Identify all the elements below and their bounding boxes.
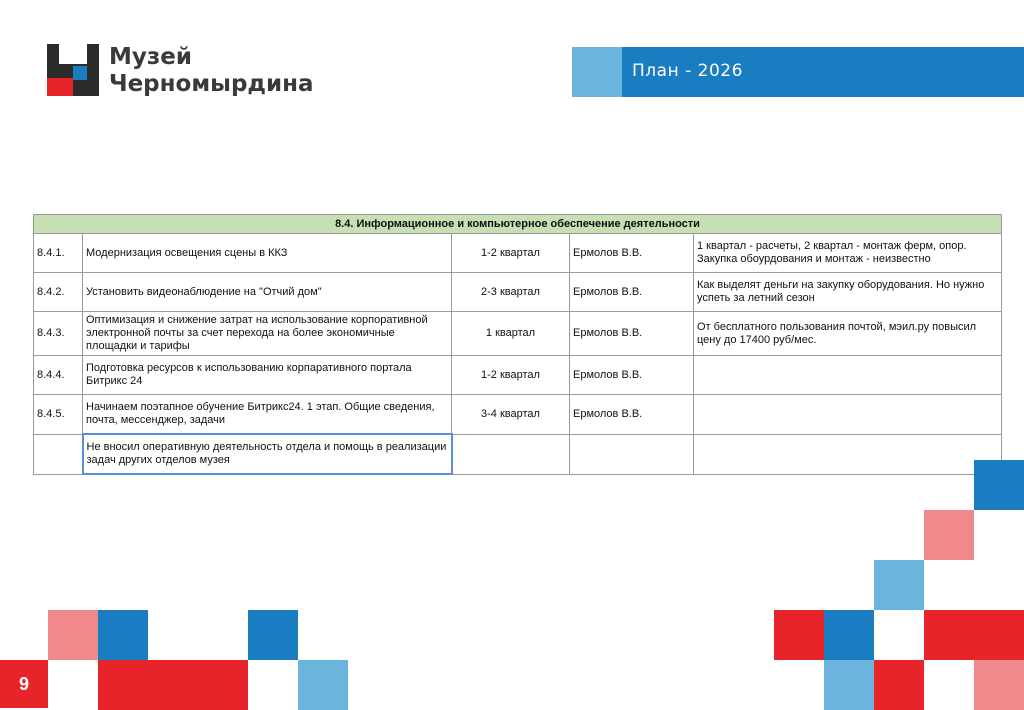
- logo-line-1: Музей: [109, 44, 192, 70]
- row-number: 8.4.1.: [34, 234, 83, 273]
- row-task: Установить видеонаблюдение на "Отчий дом": [83, 273, 452, 312]
- row-person: Ермолов В.В.: [570, 312, 694, 356]
- decor-square: [874, 560, 924, 610]
- table-row: [34, 234, 1002, 273]
- row-period: 1 квартал: [452, 312, 570, 356]
- plan-banner: [572, 47, 1024, 97]
- row-note: [694, 434, 1002, 474]
- decor-square: [924, 610, 1024, 660]
- decor-square: [974, 660, 1024, 710]
- row-task: Подготовка ресурсов к использованию корпаративного портала Битрикс 24: [83, 356, 452, 395]
- decor-square: [824, 660, 874, 710]
- plan-spreadsheet: [33, 214, 1001, 466]
- row-number: [34, 434, 83, 474]
- row-note: [694, 356, 1002, 395]
- banner-accent: [572, 47, 622, 97]
- row-period: 1-2 квартал: [452, 234, 570, 273]
- row-person: Ермолов В.В.: [570, 356, 694, 395]
- table-row: [34, 312, 1002, 356]
- decor-square: [974, 460, 1024, 510]
- row-task: Оптимизация и снижение затрат на использование корпоративной электронной почты за счет перехода на более экономичные площадки и тарифы: [83, 312, 452, 356]
- row-person: Ермолов В.В.: [570, 234, 694, 273]
- table-row: [34, 356, 1002, 395]
- decor-square: [874, 660, 924, 710]
- row-note: От бесплатного пользования почтой, мэил.ру повысил цену до 17400 руб/мес.: [694, 312, 1002, 356]
- row-period: 3-4 квартал: [452, 395, 570, 435]
- page-title: План - 2026: [632, 61, 743, 81]
- row-person: Ермолов В.В.: [570, 273, 694, 312]
- table-row: [34, 273, 1002, 312]
- row-number: 8.4.3.: [34, 312, 83, 356]
- decor-square: [148, 660, 248, 710]
- row-period: 2-3 квартал: [452, 273, 570, 312]
- decor-square: [248, 610, 298, 660]
- table-row: [34, 395, 1002, 435]
- decor-square: [98, 610, 148, 660]
- decor-square: [48, 610, 98, 660]
- row-number: 8.4.4.: [34, 356, 83, 395]
- row-person: [570, 434, 694, 474]
- row-period: [452, 434, 570, 474]
- page-number: 9: [0, 660, 48, 708]
- row-number: 8.4.5.: [34, 395, 83, 435]
- museum-logo-icon: [47, 44, 99, 96]
- section-header-row: [34, 215, 1002, 234]
- decor-square: [298, 660, 348, 710]
- table-row: [34, 434, 1002, 474]
- row-period: 1-2 квартал: [452, 356, 570, 395]
- decor-square: [774, 610, 824, 660]
- decor-square: [824, 610, 874, 660]
- plan-table: [33, 214, 1002, 475]
- museum-logo: [47, 44, 337, 104]
- row-note: 1 квартал - расчеты, 2 квартал - монтаж ферм, опор. Закупка обоурдования и монтаж - неизвестно: [694, 234, 1002, 273]
- decor-square: [924, 510, 974, 560]
- row-task: Начинаем поэтапное обучение Битрикс24. 1 этап. Общие сведения, почта, мессенджер, задачи: [83, 395, 452, 435]
- row-person: Ермолов В.В.: [570, 395, 694, 435]
- row-number: 8.4.2.: [34, 273, 83, 312]
- logo-line-2: Черномырдина: [109, 71, 314, 97]
- row-note: [694, 395, 1002, 435]
- section-title: 8.4. Информационное и компьютерное обеспечение деятельности: [34, 215, 1002, 234]
- row-note: Как выделят деньги на закупку оборудования. Но нужно успеть за летний сезон: [694, 273, 1002, 312]
- decor-square: [98, 660, 148, 710]
- row-task: Не вносил оперативную деятельность отдела и помощь в реализации задач других отделов музея: [83, 434, 452, 474]
- row-task: Модернизация освещения сцены в ККЗ: [83, 234, 452, 273]
